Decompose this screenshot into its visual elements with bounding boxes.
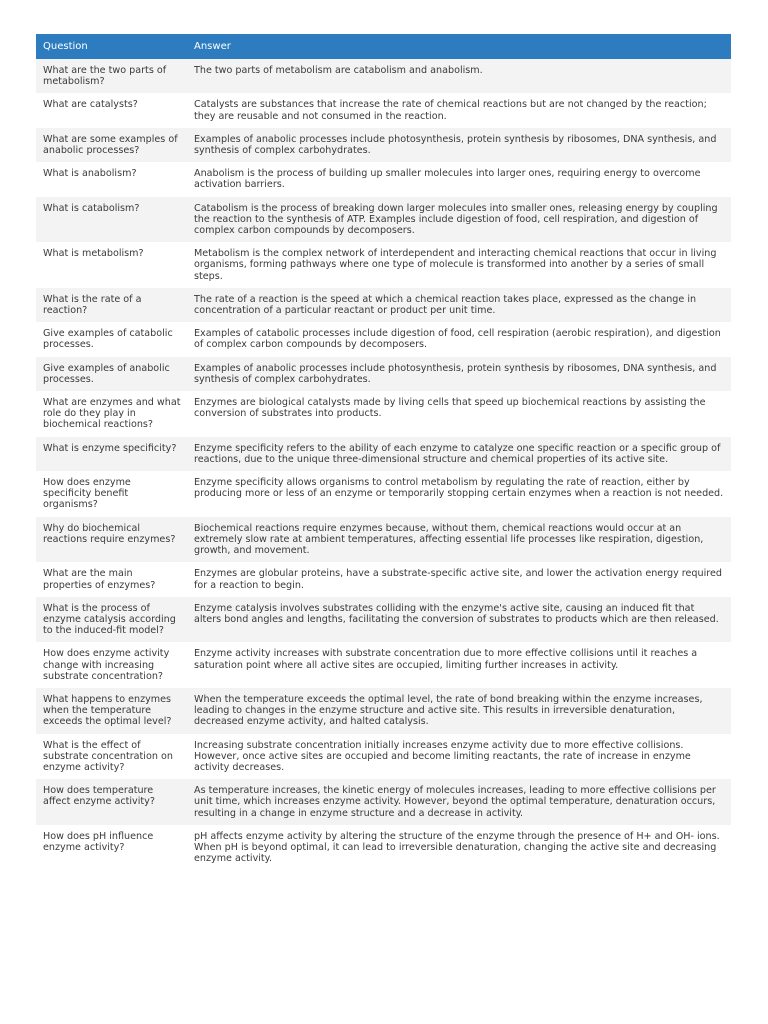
answer-cell: Enzymes are globular proteins, have a substrate-specific active site, and lower the activation energy required for a reaction to begin.	[187, 562, 731, 596]
question-cell: What is catabolism?	[36, 197, 187, 243]
question-cell: What are the main properties of enzymes?	[36, 562, 187, 596]
question-cell: What happens to enzymes when the temperature exceeds the optimal level?	[36, 688, 187, 734]
answer-cell: pH affects enzyme activity by altering the structure of the enzyme through the presence of H+ and OH- ions. When pH is beyond optimal, it can lead to irreversible denaturation, changing the active site and decreasing enzyme activity.	[187, 825, 731, 871]
question-cell: How does enzyme activity change with increasing substrate concentration?	[36, 642, 187, 688]
table-row	[36, 597, 731, 643]
answer-cell: Examples of catabolic processes include digestion of food, cell respiration (aerobic respiration), and digestion of complex carbon compounds by decomposers.	[187, 322, 731, 356]
table-body	[36, 59, 731, 870]
table-row	[36, 437, 731, 471]
answer-cell: Examples of anabolic processes include photosynthesis, protein synthesis by ribosomes, DNA synthesis, and synthesis of complex carbohydrates.	[187, 128, 731, 162]
question-cell: What are enzymes and what role do they play in biochemical reactions?	[36, 391, 187, 437]
question-cell: What is metabolism?	[36, 242, 187, 288]
table-row	[36, 517, 731, 563]
answer-cell: Examples of anabolic processes include photosynthesis, protein synthesis by ribosomes, DNA synthesis, and synthesis of complex carbohydrates.	[187, 357, 731, 391]
table-row	[36, 288, 731, 322]
table-row	[36, 128, 731, 162]
table-row	[36, 197, 731, 243]
question-cell: What is the process of enzyme catalysis according to the induced-fit model?	[36, 597, 187, 643]
table-row	[36, 734, 731, 780]
table-row	[36, 93, 731, 127]
answer-cell: The two parts of metabolism are catabolism and anabolism.	[187, 59, 731, 93]
table-row	[36, 391, 731, 437]
question-cell: How does pH influence enzyme activity?	[36, 825, 187, 871]
table-row	[36, 562, 731, 596]
table-row	[36, 642, 731, 688]
table-row	[36, 471, 731, 517]
question-cell: What is anabolism?	[36, 162, 187, 196]
answer-cell: As temperature increases, the kinetic energy of molecules increases, leading to more effective collisions per unit time, which increases enzyme activity. However, beyond the optimal temperature, denaturation occurs, resulting in a change in enzyme structure and a decrease in activity.	[187, 779, 731, 825]
answer-cell: Enzyme catalysis involves substrates colliding with the enzyme's active site, causing an induced fit that alters bond angles and lengths, facilitating the conversion of substrates to products which are then released.	[187, 597, 731, 643]
answer-cell: When the temperature exceeds the optimal level, the rate of bond breaking within the enzyme increases, leading to changes in the enzyme structure and active site. This results in irreversible denaturation, decreased enzyme activity, and halted catalysis.	[187, 688, 731, 734]
answer-cell: Anabolism is the process of building up smaller molecules into larger ones, requiring energy to overcome activation barriers.	[187, 162, 731, 196]
qa-table	[36, 34, 731, 870]
question-cell: Give examples of catabolic processes.	[36, 322, 187, 356]
answer-cell: Enzyme specificity refers to the ability of each enzyme to catalyze one specific reaction or a specific group of reactions, due to the unique three-dimensional structure and chemical properties of its active site.	[187, 437, 731, 471]
question-cell: How does temperature affect enzyme activity?	[36, 779, 187, 825]
question-cell: What are some examples of anabolic processes?	[36, 128, 187, 162]
answer-cell: Enzyme activity increases with substrate concentration due to more effective collisions until it reaches a saturation point where all active sites are occupied, limiting further increases in activity.	[187, 642, 731, 688]
column-header-question: Question	[36, 34, 187, 59]
table-row	[36, 162, 731, 196]
question-cell: What are the two parts of metabolism?	[36, 59, 187, 93]
question-cell: What is enzyme specificity?	[36, 437, 187, 471]
question-cell: What is the effect of substrate concentration on enzyme activity?	[36, 734, 187, 780]
column-header-answer: Answer	[187, 34, 731, 59]
answer-cell: Enzyme specificity allows organisms to control metabolism by regulating the rate of reaction, either by producing more or less of an enzyme or temporarily stopping certain enzymes when a reaction is not needed.	[187, 471, 731, 517]
answer-cell: Enzymes are biological catalysts made by living cells that speed up biochemical reactions by assisting the conversion of substrates into products.	[187, 391, 731, 437]
question-cell: Why do biochemical reactions require enzymes?	[36, 517, 187, 563]
table-row	[36, 825, 731, 871]
header-row	[36, 34, 731, 59]
table-row	[36, 357, 731, 391]
answer-cell: Catalysts are substances that increase the rate of chemical reactions but are not changed by the reaction; they are reusable and not consumed in the reaction.	[187, 93, 731, 127]
question-cell: What is the rate of a reaction?	[36, 288, 187, 322]
question-cell: How does enzyme specificity benefit organisms?	[36, 471, 187, 517]
table-row	[36, 688, 731, 734]
answer-cell: Catabolism is the process of breaking down larger molecules into smaller ones, releasing energy by coupling the reaction to the synthesis of ATP. Examples include digestion of food, cell respiration, and digestion of complex carbon compounds by decomposers.	[187, 197, 731, 243]
answer-cell: Increasing substrate concentration initially increases enzyme activity due to more effective collisions. However, once active sites are occupied and become limiting reactants, the rate of increase in enzyme activity decreases.	[187, 734, 731, 780]
table-row	[36, 322, 731, 356]
answer-cell: Biochemical reactions require enzymes because, without them, chemical reactions would occur at an extremely slow rate at ambient temperatures, affecting essential life processes like respiration, digestion, growth, and movement.	[187, 517, 731, 563]
table-row	[36, 59, 731, 93]
answer-cell: Metabolism is the complex network of interdependent and interacting chemical reactions that occur in living organisms, forming pathways where one type of molecule is transformed into another by a series of small steps.	[187, 242, 731, 288]
answer-cell: The rate of a reaction is the speed at which a chemical reaction takes place, expressed as the change in concentration of a particular reactant or product per unit time.	[187, 288, 731, 322]
table-header	[36, 34, 731, 59]
question-cell: What are catalysts?	[36, 93, 187, 127]
question-cell: Give examples of anabolic processes.	[36, 357, 187, 391]
table-row	[36, 242, 731, 288]
table-row	[36, 779, 731, 825]
